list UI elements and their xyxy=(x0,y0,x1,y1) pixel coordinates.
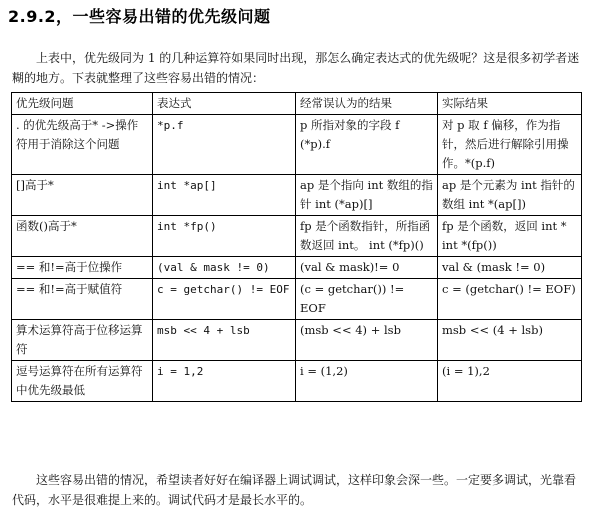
expression-cell: c = getchar() != EOF xyxy=(153,279,296,320)
mistaken-cell: fp 是个函数指针，所指函数返回 int。 int (*fp)() xyxy=(296,216,438,257)
problem-cell: []高于* xyxy=(12,175,153,216)
header-problem: 优先级问题 xyxy=(12,93,153,115)
problem-cell: 算术运算符高于位移运算符 xyxy=(12,320,153,361)
problem-cell: == 和!=高于赋值符 xyxy=(12,279,153,320)
expression-cell: (val & mask != 0) xyxy=(153,257,296,279)
table-row xyxy=(12,216,582,257)
closing-paragraph: 这些容易出错的情况，希望读者好好在编译器上调试调试，这样印象会深一些。一定要多调试，光靠看代码，水平是很难提上来的。调试代码才是最长水平的。 xyxy=(12,473,577,507)
table-row xyxy=(12,175,582,216)
actual-cell: ap 是个元素为 int 指针的数组 int *(ap[]) xyxy=(438,175,582,216)
intro-paragraph: 上表中，优先级同为 1 的几种运算符如果同时出现，那怎么确定表达式的优先级呢？这是很多初学者迷糊的地方。下表就整理了这些容易出错的情况： xyxy=(12,51,580,85)
expression-cell: msb << 4 + lsb xyxy=(153,320,296,361)
expression-cell: int *fp() xyxy=(153,216,296,257)
expression-cell: int *ap[] xyxy=(153,175,296,216)
expression-cell: *p.f xyxy=(153,115,296,175)
problem-cell: 函数()高于* xyxy=(12,216,153,257)
actual-cell: (i = 1),2 xyxy=(438,361,582,402)
table-row xyxy=(12,115,582,175)
problem-cell: == 和!=高于位操作 xyxy=(12,257,153,279)
actual-cell: 对 p 取 f 偏移，作为指针，然后进行解除引用操作。*(p.f) xyxy=(438,115,582,175)
actual-cell: fp 是个函数，返回 int * int *(fp()) xyxy=(438,216,582,257)
table-row xyxy=(12,257,582,279)
header-mistaken-result: 经常误认为的结果 xyxy=(296,93,438,115)
mistaken-cell: p 所指对象的字段 f (*p).f xyxy=(296,115,438,175)
section-heading: 2.9.2，一些容易出错的优先级问题 xyxy=(8,7,271,26)
mistaken-cell: (val & mask)!= 0 xyxy=(296,257,438,279)
mistaken-cell: ap 是个指向 int 数组的指针 int (*ap)[] xyxy=(296,175,438,216)
mistaken-cell: i = (1,2) xyxy=(296,361,438,402)
precedence-table xyxy=(11,92,582,402)
mistaken-cell: (msb << 4) + lsb xyxy=(296,320,438,361)
problem-cell: . 的优先级高于* ->操作符用于消除这个问题 xyxy=(12,115,153,175)
mistaken-cell: (c = getchar()) != EOF xyxy=(296,279,438,320)
table-row xyxy=(12,279,582,320)
header-actual-result: 实际结果 xyxy=(438,93,582,115)
table-header-row xyxy=(12,93,582,115)
actual-cell: val & (mask != 0) xyxy=(438,257,582,279)
table-row xyxy=(12,320,582,361)
actual-cell: msb << (4 + lsb) xyxy=(438,320,582,361)
header-expression: 表达式 xyxy=(153,93,296,115)
table-row xyxy=(12,361,582,402)
actual-cell: c = (getchar() != EOF) xyxy=(438,279,582,320)
expression-cell: i = 1,2 xyxy=(153,361,296,402)
problem-cell: 逗号运算符在所有运算符中优先级最低 xyxy=(12,361,153,402)
